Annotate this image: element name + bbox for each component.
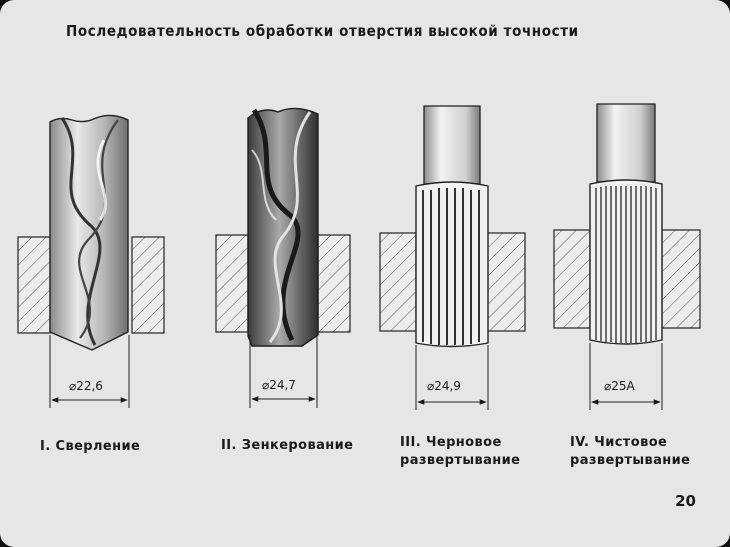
diameter-label-2: ⌀24,7: [262, 378, 296, 392]
stage-2-countersinking: [216, 108, 350, 408]
caption-stage-3: III. Черновое развертывание: [400, 435, 521, 468]
diameter-label-1: ⌀22,6: [69, 379, 103, 393]
caption-stage-2: II. Зенкерование: [221, 438, 354, 453]
workpiece-left-4: [554, 230, 590, 328]
slide-title: Последовательность обработки отверстия высокой точности: [66, 22, 579, 40]
finish-reamer-icon: [590, 104, 662, 344]
diameter-label-3: ⌀24,9: [427, 379, 461, 393]
workpiece-right-4: [662, 230, 700, 328]
stage-1-drilling: [18, 115, 164, 408]
workpiece-left-2: [216, 235, 248, 332]
countersink-icon: [248, 108, 318, 346]
rough-reamer-icon: [416, 106, 488, 347]
stage-4-finish-reaming: [554, 104, 700, 410]
workpiece-right-1: [132, 237, 164, 333]
diameter-label-4: ⌀25А: [604, 379, 635, 393]
caption-stage-4: IV. Чистовое развертывание: [570, 435, 691, 468]
workpiece-left-1: [18, 237, 50, 333]
workpiece-right-3: [487, 233, 525, 331]
caption-stage-1: I. Сверление: [40, 439, 141, 454]
workpiece-right-2: [318, 235, 350, 332]
workpiece-left-3: [380, 233, 416, 331]
stage-3-rough-reaming: [380, 106, 525, 410]
twist-drill-icon: [50, 115, 128, 350]
page-number: 20: [675, 492, 696, 510]
